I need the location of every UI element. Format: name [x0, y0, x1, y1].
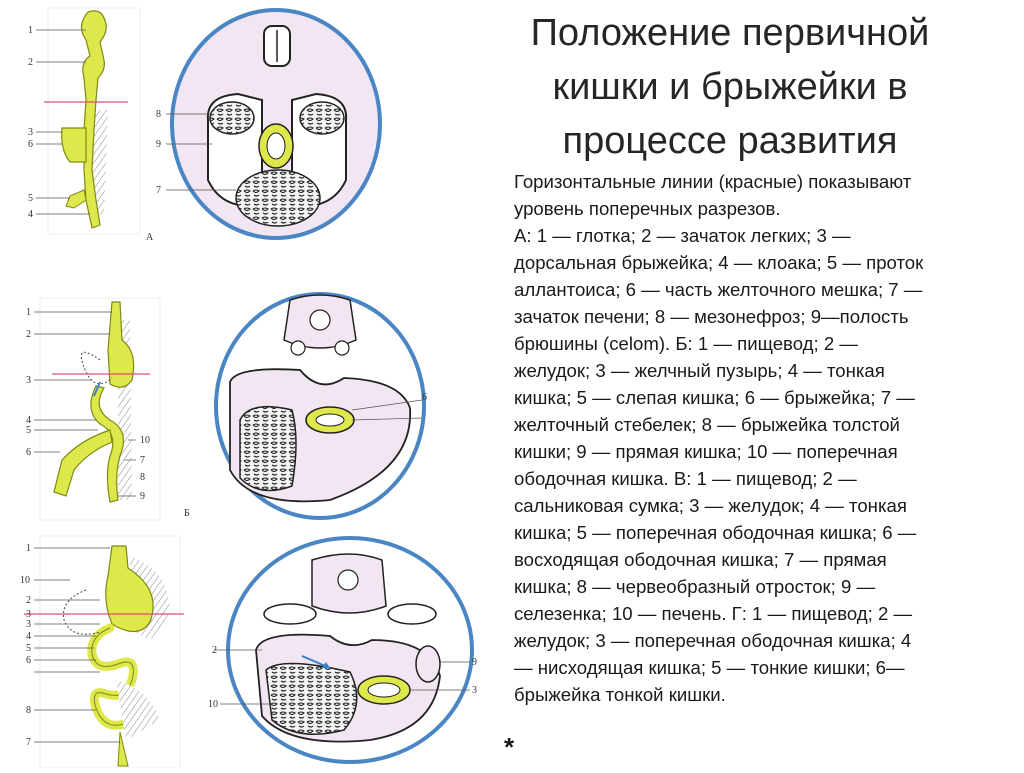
caption-line: дорсальная брыжейка; 4 — клоака; 5 — проток: [514, 252, 924, 273]
panel-b-sagittal: [26, 298, 190, 520]
label-b-1: 1: [26, 307, 31, 318]
caption-line: уровень поперечных разрезов.: [514, 198, 781, 219]
label-c-8: 8: [26, 705, 31, 716]
slide-title: [470, 6, 990, 168]
caption-line: — нисходящая кишка; 5 — тонкие кишки; 6—: [514, 657, 905, 678]
caption-line: желудок; 3 — желчный пузырь; 4 — тонкая: [514, 360, 885, 381]
caption-line: А: 1 — глотка; 2 — зачаток легких; 3 —: [514, 225, 851, 246]
label-c-section-2: 2: [212, 645, 217, 656]
liver-primordium: [236, 170, 320, 226]
caption-line: сальниковая сумка; 3 — желудок; 4 — тонкая: [514, 495, 907, 516]
label-b-9: 9: [140, 491, 145, 502]
spleen: [416, 646, 440, 682]
label-b-4: 4: [26, 415, 31, 426]
label-b-5: 5: [26, 425, 31, 436]
label-a-1: 1: [28, 25, 33, 36]
panel-letter-a: А: [146, 232, 154, 243]
label-b-8: 8: [140, 472, 145, 483]
label-c-6: 6: [26, 655, 31, 666]
caption-line: Горизонтальные линии (красные) показывают: [514, 171, 912, 192]
label-a-9: 9: [156, 139, 161, 150]
caption-line: кишка; 8 — червеобразный отросток; 9 —: [514, 576, 876, 597]
panel-letter-b: Б: [184, 508, 190, 519]
label-c-3b: 3: [26, 619, 31, 630]
caption-line: брюшины (celom). Б: 1 — пищевод; 2 —: [514, 333, 858, 354]
label-b-6: 6: [26, 447, 31, 458]
label-c-section-10: 10: [208, 699, 218, 710]
title-line-3: процессе развития: [562, 120, 898, 162]
caption-line: желточный стебелек; 8 — брыжейка толстой: [514, 414, 900, 435]
label-a-2: 2: [28, 57, 33, 68]
caption-line: селезенка; 10 — печень. Г: 1 — пищевод; 2 —: [514, 603, 913, 624]
label-c-section-9: 9: [472, 657, 477, 668]
footnote-mark: *: [504, 732, 515, 762]
panel-a-sagittal: [28, 8, 154, 243]
mesonephros: [210, 102, 254, 134]
label-b-10: 10: [140, 435, 150, 446]
caption-line: кишка; 5 — поперечная ободочная кишка; 6 —: [514, 522, 917, 543]
label-a-3: 3: [28, 127, 33, 138]
label-c-2: 2: [26, 595, 31, 606]
label-c-5: 5: [26, 643, 31, 654]
label-c-1: 1: [26, 543, 31, 554]
label-a-7: 7: [156, 185, 161, 196]
label-b-2: 2: [26, 329, 31, 340]
caption-line: брыжейка тонкой кишки.: [514, 684, 726, 705]
figure-caption: [514, 168, 1004, 708]
label-b-3: 3: [26, 375, 31, 386]
panel-b-cross-section: [216, 294, 427, 518]
panel-c-cross-section: [208, 538, 477, 762]
caption-line: зачаток печени; 8 — мезонефроз; 9—полость: [514, 306, 909, 327]
label-b-7: 7: [140, 455, 145, 466]
caption-line: кишка; 5 — слепая кишка; 6 — брыжейка; 7 —: [514, 387, 915, 408]
title-line-2: кишки и брыжейки в: [552, 66, 908, 108]
label-a-6: 6: [28, 139, 33, 150]
label-a-8: 8: [156, 109, 161, 120]
stomach: [240, 407, 296, 491]
label-c-4: 4: [26, 631, 31, 642]
caption-line: кишки; 9 — прямая кишка; 10 — поперечная: [514, 441, 898, 462]
embryology-figures: [0, 0, 500, 768]
caption-line: ободочная кишка. В: 1 — пищевод; 2 —: [514, 468, 857, 489]
label-c-10: 10: [20, 575, 30, 586]
label-a-5: 5: [28, 193, 33, 204]
panel-a-cross-section: [156, 10, 380, 238]
caption-line: желудок; 3 — поперечная ободочная кишка; 4: [514, 630, 912, 651]
caption-line: аллантоиса; 6 — часть желточного мешка; 7 —: [514, 279, 923, 300]
caption-line: восходящая ободочная кишка; 7 — прямая: [514, 549, 887, 570]
title-line-1: Положение первичной: [530, 12, 930, 54]
label-b-section-6: 6: [422, 392, 427, 403]
label-c-3a: 3: [26, 609, 31, 620]
panel-c-sagittal: [20, 536, 184, 768]
label-c-7: 7: [26, 737, 31, 748]
liver: [266, 663, 357, 734]
label-a-4: 4: [28, 209, 33, 220]
label-c-section-3: 3: [472, 685, 477, 696]
